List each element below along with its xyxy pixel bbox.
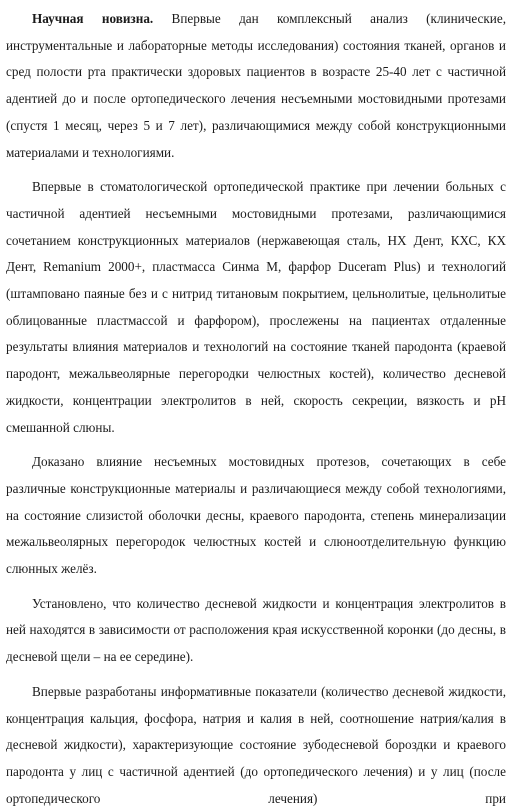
paragraph: Впервые разработаны информативные показатели (количество десневой жидкости, концентрация кальция, фосфора, натрия и калия в ней, соотношение натрия/калия в десневой жидкости), характеризующие состояние зубодесневой бороздки и краевого пародонта у лиц с частичной адентией (до ортопедического лечения) и у лиц (после ортопедического лечения) при: [6, 683, 506, 806]
paragraph: Установлено, что количество десневой жидкости и концентрация электролитов в ней находятся в зависимости от расположения края искусственной коронки (до десны, в десневой щели – на ее середине).: [6, 595, 506, 665]
paragraph: Впервые в стоматологической ортопедической практике при лечении больных с частичной адентией несъемными мостовидными протезами, различающимися сочетанием конструкционных материалов (нержавеющая сталь, НХ Дент, КХС, КХ Дент, Remanium 2000+, пластмасса Синма М, фарфор Duceram Plus) и технологий (штамповано паяные без и с нитрид титановым покрытием, цельнолитые, цельнолитые облицованные пластмассой и фарфором), прослежены на пациентах отдаленные результаты влияния материалов и технологий на состояние тканей пародонта (краевой пародонт, межальвеолярные перегородки челюстных костей), количество десневой жидкости, концентрации электролитов в ней, скорость секреции, вязкость и рН смешанной слюны.: [6, 179, 506, 435]
paragraph: Доказано влияние несъемных мостовидных протезов, сочетающих в себе различные конструкционные материалы и различающиеся между собой технологиями, на состояние слизистой оболочки десны, краевого пародонта, степень минерализации межальвеолярных перегородок челюстных костей и слюноотделительную функцию слюнных желёз.: [6, 454, 506, 577]
document-page: [6, 6, 506, 812]
section-heading: Научная новизна.: [32, 11, 154, 26]
paragraph-text: Впервые дан комплексный анализ (клинические, инструментальные и лабораторные методы исследования) состояния тканей, органов и сред полости рта практически здоровых пациентов в возрасте 25-40 лет с частичной адентией до и после ортопедического лечения несъемными мостовидными протезами (спустя 1 месяц, через 5 и 7 лет), различающимися между собой конструкционными материалами и технологиями.: [6, 11, 506, 160]
paragraph-scientific-novelty: [6, 6, 506, 166]
